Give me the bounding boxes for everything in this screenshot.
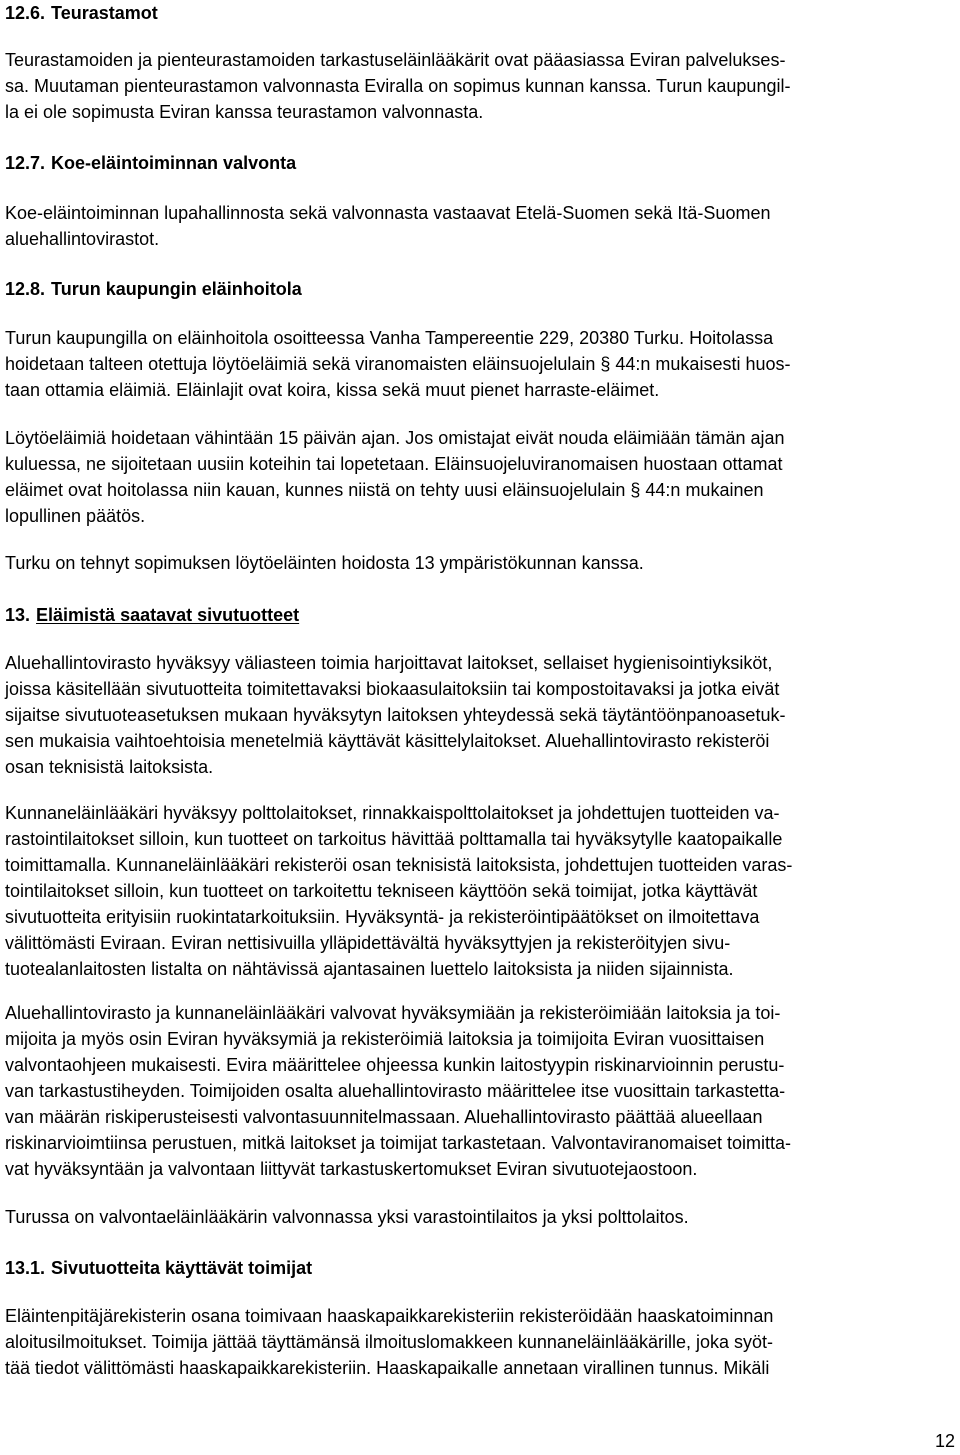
section-number: 12.7. [5, 153, 46, 173]
text-line: Aluehallintovirasto hyväksyy väliasteen toimia harjoittavat laitokset, sellaiset hygienisointiyksiköt, [5, 653, 773, 673]
page-number: 12 [934, 1431, 955, 1451]
text-line: Koe-eläintoiminnan lupahallinnosta sekä valvonnasta vastaavat Etelä-Suomen sekä Itä-Suomen [5, 203, 771, 223]
paragraph [5, 800, 955, 982]
text-line: van tarkastustiheyden. Toimijoiden osalta aluehallintovirasto määrittelee itse vuosittain tarkastetta- [5, 1081, 786, 1101]
text-line: aloitusilmoitukset. Toimija jättää täyttämänsä ilmoituslomakkeen kunnaneläinlääkärille, joka syöt- [5, 1332, 774, 1352]
paragraph [5, 1204, 955, 1230]
paragraph [5, 1000, 955, 1182]
section-heading-12-7 [5, 150, 955, 176]
section-heading-12-8 [5, 276, 955, 302]
section-title: Eläimistä saatavat sivutuotteet [36, 605, 300, 625]
text-line: la ei ole sopimusta Eviran kanssa teurastamon valvonnasta. [5, 102, 484, 122]
text-line: toimittamalla. Kunnaneläinlääkäri rekisteröi osan teknisistä laitoksista, johdettujen tuotteiden varas- [5, 855, 793, 875]
section-number: 13.1. [5, 1258, 46, 1278]
text-line: valvontaohjeen mukaisesti. Evira määrittelee ohjeessa kunkin laitostyypin riskinarvioinnin perustu- [5, 1055, 785, 1075]
paragraph [5, 425, 955, 529]
section-heading-12-6 [5, 0, 955, 26]
section-heading-13-1 [5, 1255, 955, 1281]
text-line: kuluessa, ne sijoitetaan uusiin koteihin tai lopetetaan. Eläinsuojeluviranomaisen huostaan ottamat [5, 454, 783, 474]
text-line: tää tiedot välittömästi haaskapaikkarekisteriin. Haaskapaikalle annetaan virallinen tunnus. Mikäli [5, 1358, 770, 1378]
text-line: lopullinen päätös. [5, 506, 146, 526]
paragraph [5, 200, 955, 252]
text-line: Kunnaneläinlääkäri hyväksyy polttolaitokset, rinnakkaispolttolaitokset ja johdettujen tuotteiden va- [5, 803, 780, 823]
section-title: Turun kaupungin eläinhoitola [51, 279, 302, 299]
text-line: Löytöeläimiä hoidetaan vähintään 15 päivän ajan. Jos omistajat eivät nouda eläimiään tämän ajan [5, 428, 785, 448]
text-line: osan teknisistä laitoksista. [5, 757, 214, 777]
text-line: riskinarvioimtiinsa perustuen, mitkä laitokset ja toimijat tarkastetaan. Valvontaviranomaiset toimitta- [5, 1133, 791, 1153]
text-line: van määrän riskiperusteisesti valvontasuunnitelmassaan. Aluehallintovirasto päättää alueellaan [5, 1107, 763, 1127]
text-line: Aluehallintovirasto ja kunnaneläinlääkäri valvovat hyväksymiään ja rekisteröimiään laitoksia ja toi- [5, 1003, 781, 1023]
text-line: Turku on tehnyt sopimuksen löytöeläinten hoidosta 13 ympäristökunnan kanssa. [5, 553, 644, 573]
text-line: Teurastamoiden ja pienteurastamoiden tarkastuseläinlääkärit ovat pääasiassa Eviran palvelukses- [5, 50, 786, 70]
paragraph [5, 1303, 955, 1381]
section-number: 12.6. [5, 3, 46, 23]
text-line: hoidetaan talteen otettuja löytöeläimiä sekä viranomaisten eläinsuojelulain § 44:n mukaisesti huos- [5, 354, 791, 374]
text-line: aluehallintovirastot. [5, 229, 160, 249]
text-line: Turun kaupungilla on eläinhoitola osoitteessa Vanha Tampereentie 229, 20380 Turku. Hoitolassa [5, 328, 774, 348]
text-line: välittömästi Eviraan. Eviran nettisivuilla ylläpidettävältä hyväksyttyjen ja rekisteröityjen sivu- [5, 933, 731, 953]
text-line: sivutuotteita erityisiin ruokintatarkoituksiin. Hyväksyntä- ja rekisteröintipäätökset on ilmoitettava [5, 907, 760, 927]
text-line: taan ottamia eläimiä. Eläinlajit ovat koira, kissa sekä muut pienet harraste-eläimet. [5, 380, 660, 400]
text-line: sijaitse sivutuoteasetuksen mukaan hyväksytyn laitoksen yhteydessä sekä täytäntöönpanoasetuk- [5, 705, 786, 725]
paragraph [5, 47, 955, 125]
text-line: vat hyväksyntään ja valvontaan liittyvät tarkastuskertomukset Eviran sivutuotejaostoon. [5, 1159, 698, 1179]
section-number: 12.8. [5, 279, 46, 299]
text-line: sen mukaisia vaihtoehtoisia menetelmiä käyttävät käsittelylaitokset. Aluehallintovirasto rekisteröi [5, 731, 770, 751]
section-title: Koe-eläintoiminnan valvonta [51, 153, 297, 173]
paragraph [5, 550, 955, 576]
section-title: Sivutuotteita käyttävät toimijat [51, 1258, 313, 1278]
section-heading-13 [5, 602, 955, 628]
text-line: tuotealanlaitosten listalta on nähtävissä ajantasainen luettelo laitoksista ja niiden sijainnista. [5, 959, 734, 979]
text-line: mijoita ja myös osin Eviran hyväksymiä ja rekisteröimiä laitoksia ja toimijoita Eviran vuosittaisen [5, 1029, 765, 1049]
section-number: 13. [5, 605, 31, 625]
text-line: rastointilaitokset silloin, kun tuotteet on tarkoitus hävittää polttamalla tai hyväksytylle kaatopaikalle [5, 829, 783, 849]
section-title: Teurastamot [51, 3, 158, 23]
text-line: Turussa on valvontaeläinlääkärin valvonnassa yksi varastointilaitos ja yksi polttolaitos. [5, 1207, 689, 1227]
text-line: tointilaitokset silloin, kun tuotteet on tarkoitettu tekniseen käyttöön sekä toimijat, jotka käyttävät [5, 881, 758, 901]
paragraph [5, 650, 955, 780]
paragraph [5, 325, 955, 403]
text-line: joissa käsitellään sivutuotteita toimitettavaksi biokaasulaitoksiin tai kompostoitavaksi ja jotka eivät [5, 679, 780, 699]
text-line: eläimet ovat hoitolassa niin kauan, kunnes niistä on tehty uusi eläinsuojelulain § 44:n mukainen [5, 480, 764, 500]
text-line: sa. Muutaman pienteurastamon valvonnasta Eviralla on sopimus kunnan kanssa. Turun kaupungil- [5, 76, 791, 96]
text-line: Eläintenpitäjärekisterin osana toimivaan haaskapaikkarekisteriin rekisteröidään haaskatoiminnan [5, 1306, 774, 1326]
